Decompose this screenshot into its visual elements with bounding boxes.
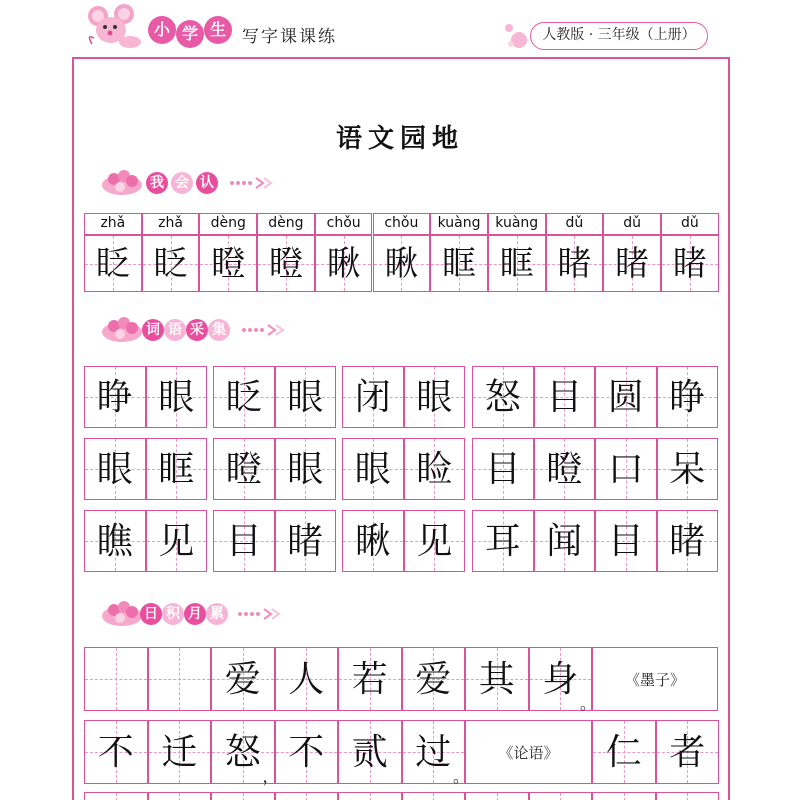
tianzige-cell — [148, 792, 212, 800]
cell-character: 人 — [288, 659, 325, 700]
pinyin-label: chǒu — [326, 215, 361, 231]
tianzige-cell — [338, 720, 402, 784]
cell-character — [149, 793, 211, 800]
series-title: 写字课课练 — [242, 27, 337, 47]
cell-character: 眨 — [95, 244, 130, 284]
cell-character — [339, 793, 401, 800]
tianzige-cell — [148, 720, 212, 784]
edition-badge: 人教版 · 三年级（上册） — [530, 22, 708, 50]
tianzige-cell — [657, 366, 719, 428]
tianzige-cell — [211, 792, 275, 800]
cell-character — [276, 793, 338, 800]
cell-character: 不 — [97, 732, 134, 773]
tianzige-cell — [213, 366, 275, 428]
tianzige-cell — [465, 647, 529, 711]
tianzige-cell — [146, 438, 208, 500]
series-char-2: 学 — [176, 20, 204, 48]
cell-character — [85, 793, 147, 800]
cell-character: 眨 — [225, 377, 262, 418]
cell-character: 眼 — [354, 449, 391, 490]
cell-character: 闻 — [546, 521, 583, 562]
cell-character: 眼 — [287, 377, 324, 418]
cell-character: 瞪 — [225, 449, 262, 490]
arrow-icon — [236, 608, 286, 620]
tianzige-cell — [402, 792, 466, 800]
tianzige-cell — [592, 720, 656, 784]
source-label: 《论语》 — [465, 720, 592, 784]
cell-character: 眼 — [96, 449, 133, 490]
pinyin-label: dèng — [210, 215, 246, 231]
section-char: 认 — [196, 172, 218, 194]
cell-character: 睹 — [287, 521, 324, 562]
section-char: 会 — [171, 172, 193, 194]
tianzige-cell — [656, 792, 720, 800]
tianzige-cell — [546, 235, 604, 292]
section-char: 词 — [142, 319, 164, 341]
cell-character: 身 — [542, 659, 579, 700]
comma-punctuation: ， — [262, 767, 279, 786]
tianzige-cell — [404, 510, 466, 572]
tianzige-cell — [146, 366, 208, 428]
cell-character: 眶 — [158, 449, 195, 490]
end-punctuation: 。 — [453, 767, 470, 786]
pinyin-label: dǔ — [565, 215, 584, 231]
section-char: 积 — [162, 603, 184, 625]
cell-character — [212, 793, 274, 800]
tianzige-cell — [656, 720, 720, 784]
cell-character: 眼 — [158, 377, 195, 418]
arrow-icon — [240, 324, 290, 336]
cell-character: 眼 — [416, 377, 453, 418]
cell-character: 见 — [158, 521, 195, 562]
tianzige-cell — [603, 235, 661, 292]
tianzige-cell — [595, 510, 657, 572]
pinyin-label: kuàng — [495, 215, 539, 231]
pinyin-label: zhǎ — [100, 215, 126, 231]
tianzige-cell — [657, 438, 719, 500]
tianzige-cell — [488, 235, 546, 292]
tianzige-cell — [595, 438, 657, 500]
tianzige-cell — [84, 438, 146, 500]
cell-character: 眶 — [442, 244, 477, 284]
tianzige-cell — [338, 647, 402, 711]
tianzige-cell — [472, 510, 534, 572]
cell-character: 眼 — [287, 449, 324, 490]
section-head-accumulate — [100, 598, 290, 628]
end-punctuation: 。 — [580, 694, 597, 713]
cell-character: 睹 — [615, 244, 650, 284]
tianzige-cell — [275, 647, 339, 711]
tianzige-cell — [534, 366, 596, 428]
section-char: 集 — [208, 319, 230, 341]
cell-character: 睑 — [416, 449, 453, 490]
cell-character: 若 — [351, 659, 388, 700]
cell-character: 口 — [607, 449, 644, 490]
tianzige-cell — [342, 366, 404, 428]
cell-character: 目 — [607, 521, 644, 562]
cell-character: 睹 — [672, 244, 707, 284]
cell-character: 怒 — [224, 732, 261, 773]
cell-character: 眨 — [153, 244, 188, 284]
cell-character: 过 — [415, 732, 452, 773]
section-char: 月 — [184, 603, 206, 625]
section-char: 采 — [186, 319, 208, 341]
tianzige-cell — [84, 366, 146, 428]
tianzige-cell — [661, 235, 719, 292]
cell-character: 不 — [288, 732, 325, 773]
cell-character: 瞅 — [354, 521, 391, 562]
cell-character: 仁 — [605, 732, 642, 773]
tianzige-cell — [342, 510, 404, 572]
cell-character: 睹 — [557, 244, 592, 284]
cell-character: 爱 — [415, 659, 452, 700]
tianzige-cell — [213, 438, 275, 500]
cell-character: 迁 — [161, 732, 198, 773]
pinyin-label: chǒu — [384, 215, 419, 231]
cell-character: 瞪 — [268, 244, 303, 284]
cell-character — [466, 793, 528, 800]
tianzige-cell — [275, 510, 337, 572]
cell-character: 瞪 — [211, 244, 246, 284]
cell-character: 目 — [225, 521, 262, 562]
cell-character: 者 — [669, 732, 706, 773]
tianzige-cell — [529, 792, 593, 800]
pinyin-label: dèng — [268, 215, 304, 231]
tianzige-cell — [84, 792, 148, 800]
cell-character: 闭 — [354, 377, 391, 418]
tianzige-cell — [275, 366, 337, 428]
tianzige-cell — [342, 438, 404, 500]
pinyin-label: zhǎ — [158, 215, 183, 231]
tianzige-cell — [211, 647, 275, 711]
cell-character: 目 — [484, 449, 521, 490]
cell-character — [593, 793, 655, 800]
header — [0, 0, 800, 56]
tianzige-cell — [338, 792, 402, 800]
series-char-3: 生 — [204, 16, 232, 44]
tianzige-cell — [315, 235, 373, 292]
cell-character: 睹 — [669, 521, 706, 562]
section-char: 累 — [206, 603, 228, 625]
tianzige-cell — [84, 510, 146, 572]
cell-character: 睁 — [96, 377, 133, 418]
cell-character: 瞧 — [96, 521, 133, 562]
cell-character: 其 — [478, 659, 515, 700]
cell-character: 耳 — [484, 521, 521, 562]
cell-character — [149, 648, 211, 710]
tianzige-cell — [275, 720, 339, 784]
series-char-1: 小 — [148, 16, 176, 44]
tianzige-cell — [404, 366, 466, 428]
cell-character: 怒 — [484, 377, 521, 418]
cell-character: 目 — [546, 377, 583, 418]
section-head-vocab — [100, 314, 290, 344]
cell-character — [85, 648, 147, 710]
arrow-icon — [228, 177, 278, 189]
pinyin-label: dǔ — [680, 215, 699, 231]
cell-character: 眶 — [499, 244, 534, 284]
cell-character: 瞪 — [546, 449, 583, 490]
pinyin-label: dǔ — [623, 215, 642, 231]
tianzige-cell — [213, 510, 275, 572]
section-char: 我 — [146, 172, 168, 194]
tianzige-cell — [84, 647, 148, 711]
tianzige-cell — [595, 366, 657, 428]
tianzige-cell — [404, 438, 466, 500]
cell-character: 睁 — [669, 377, 706, 418]
page-title: 语文园地 — [335, 124, 464, 154]
section-char: 日 — [140, 603, 162, 625]
cell-character: 呆 — [669, 449, 706, 490]
tianzige-cell — [472, 366, 534, 428]
section-char: 语 — [164, 319, 186, 341]
tianzige-cell — [534, 438, 596, 500]
flower-icon — [100, 167, 144, 197]
cell-character — [530, 793, 592, 800]
cell-character: 瞅 — [384, 244, 419, 284]
flower-icon — [100, 314, 144, 344]
tianzige-cell — [146, 510, 208, 572]
tianzige-cell — [84, 235, 142, 292]
tianzige-cell — [84, 720, 148, 784]
tianzige-cell — [199, 235, 257, 292]
pinyin-label: kuàng — [437, 215, 481, 231]
tianzige-cell — [275, 792, 339, 800]
cell-character — [657, 793, 719, 800]
cell-character: 见 — [416, 521, 453, 562]
cell-character: 瞅 — [326, 244, 361, 284]
tianzige-cell — [657, 510, 719, 572]
tianzige-cell — [275, 438, 337, 500]
cell-character: 爱 — [224, 659, 261, 700]
tianzige-cell — [373, 235, 431, 292]
tianzige-cell — [592, 792, 656, 800]
tianzige-cell — [430, 235, 488, 292]
mouse-mascot-icon — [84, 4, 142, 50]
cell-character: 贰 — [351, 732, 388, 773]
section-head-recognize — [100, 167, 290, 197]
tianzige-cell — [472, 438, 534, 500]
tianzige-cell — [142, 235, 200, 292]
cell-character: 圆 — [607, 377, 644, 418]
tianzige-cell — [148, 647, 212, 711]
tianzige-cell — [534, 510, 596, 572]
flower-icon — [100, 598, 144, 628]
cell-character — [403, 793, 465, 800]
tianzige-cell — [402, 647, 466, 711]
tianzige-cell — [465, 792, 529, 800]
tianzige-cell — [257, 235, 315, 292]
source-label: 《墨子》 — [592, 647, 718, 711]
